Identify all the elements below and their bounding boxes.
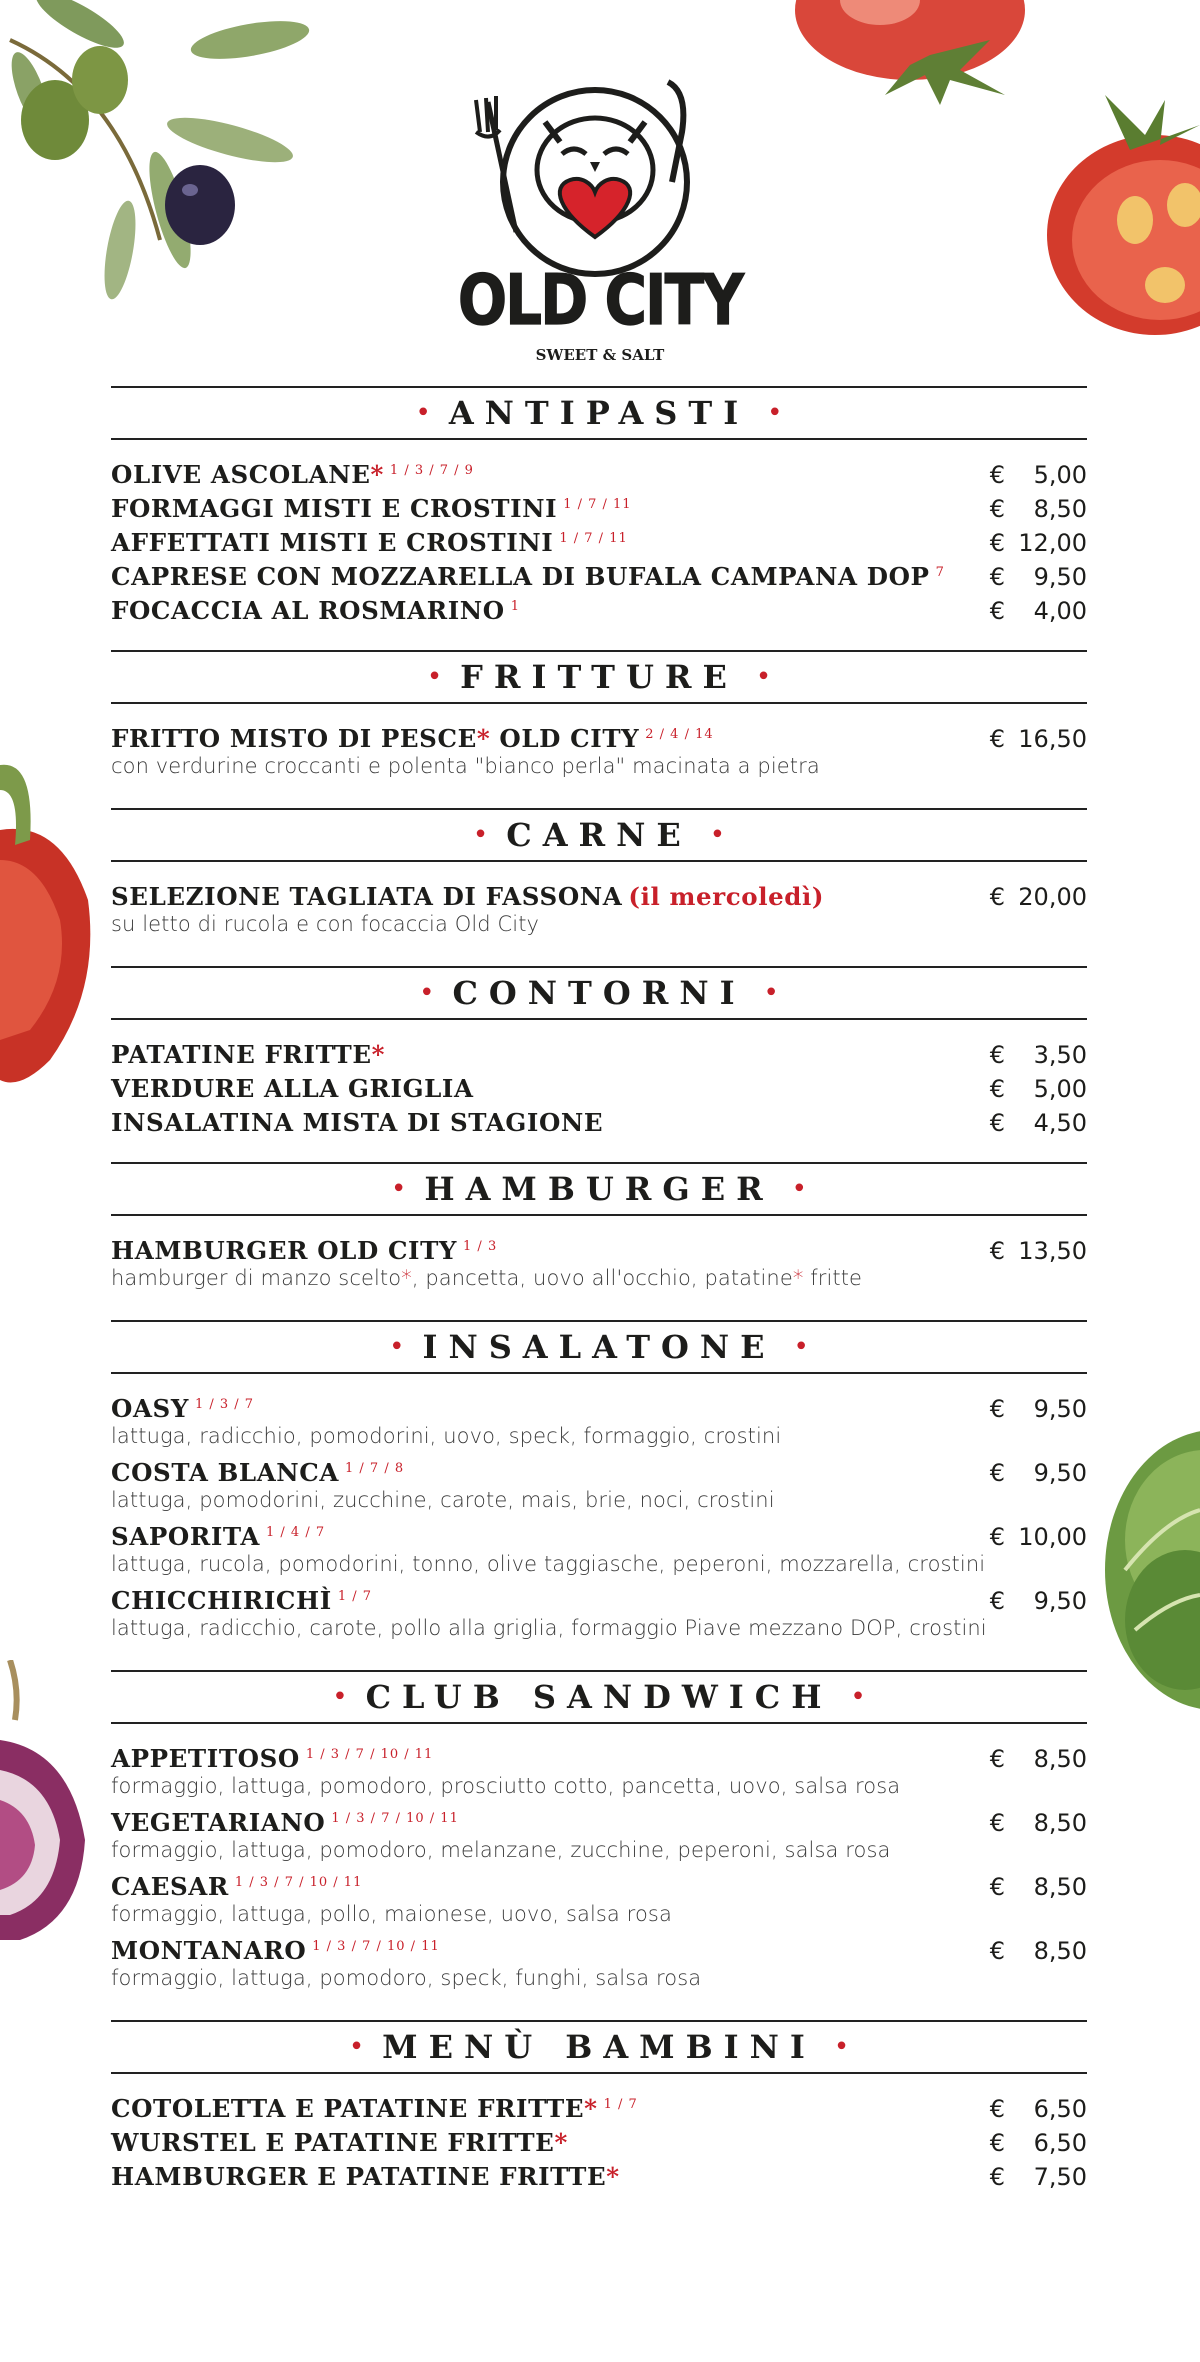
item-name: [111, 1872, 362, 1901]
item-price: [990, 1873, 1087, 1901]
item-price: [990, 2095, 1087, 2123]
allergens: 1 / 3 / 7 / 9: [389, 462, 474, 478]
currency: €: [989, 2163, 1005, 2191]
description-part: *: [401, 1266, 412, 1290]
item-description: formaggio, lattuga, pollo, maionese, uovo, salsa rosa: [111, 1902, 672, 1926]
allergens: 1 / 3 / 7: [194, 1396, 255, 1412]
price-amount: 8,50: [1033, 1873, 1087, 1901]
currency: €: [989, 529, 1005, 557]
item-price: [990, 1395, 1087, 1423]
menu-item: [111, 1744, 1087, 1808]
allergens: 7: [935, 564, 945, 580]
menu-item: [111, 1108, 1087, 1142]
bullet-dot-icon: •: [426, 662, 443, 692]
section-items: [111, 440, 1087, 650]
menu-item: [111, 1586, 1087, 1650]
section-items: [111, 1374, 1087, 1670]
bullet-dot-icon: •: [793, 1332, 809, 1362]
currency: €: [989, 563, 1005, 591]
section-header: [111, 1670, 1087, 1724]
frozen-mark: *: [554, 2128, 568, 2157]
item-name: [111, 494, 632, 523]
item-price: [990, 495, 1087, 523]
currency: €: [989, 1395, 1005, 1423]
item-price: [990, 1809, 1087, 1837]
item-price: [990, 2129, 1087, 2157]
price-amount: 9,50: [1033, 1395, 1087, 1423]
menu-item: [111, 494, 1087, 528]
menu-item: [111, 882, 1087, 946]
menu-item: [111, 2162, 1087, 2196]
item-title: OLIVE ASCOLANE: [111, 460, 371, 489]
allergens: 1 / 7 / 11: [559, 530, 628, 546]
currency: €: [989, 1109, 1005, 1137]
menu-item: [111, 1040, 1087, 1074]
menu-item: [111, 1872, 1087, 1936]
item-name: [111, 2162, 620, 2191]
price-amount: 8,50: [1033, 1745, 1087, 1773]
item-name: [111, 1458, 404, 1487]
currency: €: [989, 1745, 1005, 1773]
bullet-dot-icon: •: [767, 398, 783, 428]
allergens: 1 / 3 / 7 / 10 / 11: [312, 1938, 440, 1954]
currency: €: [989, 883, 1005, 911]
item-price: [990, 1937, 1087, 1965]
item-title: SELEZIONE TAGLIATA DI FASSONA: [111, 882, 623, 911]
item-price: [990, 883, 1087, 911]
frozen-mark: *: [370, 460, 384, 489]
allergens: 1 / 7: [603, 2096, 638, 2112]
frozen-mark: *: [606, 2162, 620, 2191]
item-title: AFFETTATI MISTI E CROSTINI: [111, 528, 554, 557]
allergens: 1: [510, 598, 520, 614]
item-description: lattuga, rucola, pomodorini, tonno, olive taggiasche, peperoni, mozzarella, crostini: [111, 1552, 986, 1576]
menu-section: [111, 650, 1087, 808]
menu-section: [111, 1320, 1087, 1670]
currency: €: [989, 1237, 1005, 1265]
description-part: , pancetta, uovo all'occhio, patatine: [411, 1266, 793, 1290]
bullet-dot-icon: •: [755, 662, 772, 692]
item-price: [990, 1075, 1087, 1103]
logo: [450, 62, 750, 364]
section-items: [111, 1724, 1087, 2020]
item-note: (il mercoledì): [628, 882, 825, 911]
item-row: [111, 1936, 1087, 1970]
section-title: CLUB SANDWICH: [365, 1678, 833, 1716]
menu-item: [111, 1808, 1087, 1872]
currency: €: [989, 1809, 1005, 1837]
price-amount: 9,50: [1033, 1459, 1087, 1487]
item-row: [111, 562, 1087, 596]
menu-item: [111, 596, 1087, 630]
section-header: [111, 650, 1087, 704]
menu-item: [111, 528, 1087, 562]
item-price: [990, 725, 1087, 753]
item-name: [111, 882, 824, 911]
item-row: [111, 1394, 1087, 1428]
item-title: VERDURE ALLA GRIGLIA: [111, 1074, 474, 1103]
item-name: [111, 2094, 638, 2123]
section-items: [111, 862, 1087, 966]
item-name: [111, 1744, 433, 1773]
price-amount: 6,50: [1033, 2095, 1087, 2123]
section-items: [111, 1020, 1087, 1162]
item-row: [111, 724, 1087, 758]
item-row: [111, 1872, 1087, 1906]
item-title: SAPORITA: [111, 1522, 260, 1551]
item-title: FOCACCIA AL ROSMARINO: [111, 596, 505, 625]
item-name: [111, 562, 945, 591]
section-title: INSALATONE: [422, 1328, 776, 1366]
item-name: [111, 1074, 474, 1103]
bullet-dot-icon: •: [415, 398, 431, 428]
description-part: *: [792, 1266, 804, 1290]
item-price: [990, 1237, 1087, 1265]
section-title: ANTIPASTI: [448, 394, 750, 432]
item-description: lattuga, radicchio, pomodorini, uovo, speck, formaggio, crostini: [111, 1424, 782, 1448]
allergens: 1 / 3: [463, 1238, 498, 1254]
item-row: [111, 1458, 1087, 1492]
item-price: [990, 461, 1087, 489]
tomato-half-icon: [1035, 95, 1200, 355]
item-name: [111, 528, 628, 557]
section-title: CARNE: [506, 816, 692, 854]
item-description: [111, 1266, 1087, 1300]
menu-item: [111, 1236, 1087, 1300]
bullet-dot-icon: •: [763, 978, 779, 1008]
section-items: [111, 704, 1087, 808]
item-title: HAMBURGER E PATATINE FRITTE: [111, 2162, 607, 2191]
item-name: [111, 724, 714, 753]
item-price: [990, 597, 1087, 625]
price-amount: 13,50: [1018, 1237, 1087, 1265]
currency: €: [989, 1041, 1005, 1069]
item-row: [111, 1108, 1087, 1142]
item-description: lattuga, radicchio, carote, pollo alla griglia, formaggio Piave mezzano DOP, crostini: [111, 1616, 987, 1640]
item-price: [990, 529, 1087, 557]
item-row: [111, 2162, 1087, 2196]
currency: €: [989, 1873, 1005, 1901]
item-row: [111, 1074, 1087, 1108]
allergens: 1 / 4 / 7: [266, 1524, 326, 1540]
menu-item: [111, 1522, 1087, 1586]
item-title: MONTANARO: [111, 1936, 307, 1965]
item-name: [111, 1394, 254, 1423]
tomato-icon: [790, 0, 1030, 110]
item-name: [111, 1522, 325, 1551]
price-amount: 9,50: [1033, 1587, 1087, 1615]
currency: €: [989, 1459, 1005, 1487]
price-amount: 7,50: [1033, 2163, 1087, 2191]
item-row: [111, 1236, 1087, 1270]
menu-section: [111, 808, 1087, 966]
item-price: [990, 1523, 1087, 1551]
section-header: [111, 1320, 1087, 1374]
item-name: [111, 596, 520, 625]
item-title-suffix: OLD CITY: [490, 724, 640, 753]
allergens: 1 / 3 / 7 / 10 / 11: [331, 1810, 459, 1826]
price-amount: 5,00: [1033, 1075, 1087, 1103]
cabbage-icon: [1095, 1420, 1200, 1730]
currency: €: [989, 461, 1005, 489]
item-row: [111, 1522, 1087, 1556]
currency: €: [989, 1523, 1005, 1551]
menu-section: [111, 966, 1087, 1162]
allergens: 1 / 7 / 11: [563, 496, 632, 512]
menu-item: [111, 1394, 1087, 1458]
bullet-dot-icon: •: [390, 1174, 407, 1204]
item-row: [111, 494, 1087, 528]
item-title: VEGETARIANO: [111, 1808, 326, 1837]
item-title: HAMBURGER OLD CITY: [111, 1236, 458, 1265]
currency: €: [989, 1075, 1005, 1103]
item-price: [990, 2163, 1087, 2191]
item-name: [111, 1236, 497, 1265]
price-amount: 8,50: [1033, 1937, 1087, 1965]
item-title: CHICCHIRICHÌ: [111, 1586, 332, 1615]
red-pepper-icon: [0, 760, 100, 1090]
price-amount: 4,50: [1033, 1109, 1087, 1137]
price-amount: 20,00: [1018, 883, 1087, 911]
item-row: [111, 2094, 1087, 2128]
item-name: [111, 1586, 372, 1615]
section-header: [111, 386, 1087, 440]
bullet-dot-icon: •: [389, 1332, 405, 1362]
price-amount: 12,00: [1018, 529, 1087, 557]
item-price: [990, 563, 1087, 591]
menu-item: [111, 2094, 1087, 2128]
item-description: formaggio, lattuga, pomodoro, melanzane, zucchine, peperoni, salsa rosa: [111, 1838, 891, 1862]
olive-branch-icon: [0, 0, 320, 320]
item-name: [111, 1108, 603, 1137]
allergens: 1 / 7: [337, 1588, 373, 1604]
price-amount: 10,00: [1018, 1523, 1087, 1551]
item-description: con verdurine croccanti e polenta "bianco perla" macinata a pietra: [111, 754, 820, 778]
item-title: CAPRESE CON MOZZARELLA DI BUFALA CAMPANA DOP: [111, 562, 930, 591]
bullet-dot-icon: •: [791, 1174, 808, 1204]
menu-section: [111, 2020, 1087, 2216]
item-title: FRITTO MISTO DI PESCE: [111, 724, 477, 753]
bullet-dot-icon: •: [332, 1682, 348, 1712]
frozen-mark: *: [584, 2094, 598, 2123]
section-header: [111, 1162, 1087, 1216]
menu-item: [111, 1074, 1087, 1108]
bullet-dot-icon: •: [833, 2032, 850, 2062]
menu-section: [111, 1670, 1087, 2020]
item-price: [990, 1459, 1087, 1487]
item-description: su letto di rucola e con focaccia Old City: [111, 912, 540, 936]
item-row: [111, 460, 1087, 494]
allergens: 1 / 3 / 7 / 10 / 11: [234, 1874, 363, 1890]
item-title: INSALATINA MISTA DI STAGIONE: [111, 1108, 604, 1137]
menu-section: [111, 386, 1087, 650]
item-name: [111, 2128, 568, 2157]
item-title: APPETITOSO: [111, 1744, 300, 1773]
menu-item: [111, 2128, 1087, 2162]
item-title: FORMAGGI MISTI E CROSTINI: [111, 494, 558, 523]
price-amount: 16,50: [1018, 725, 1087, 753]
menu-section: [111, 1162, 1087, 1320]
item-row: [111, 1040, 1087, 1074]
item-row: [111, 882, 1087, 916]
item-row: [111, 528, 1087, 562]
currency: €: [989, 725, 1005, 753]
currency: €: [989, 495, 1005, 523]
item-description: lattuga, pomodorini, zucchine, carote, mais, brie, noci, crostini: [111, 1488, 775, 1512]
currency: €: [989, 2129, 1005, 2157]
menu-item: [111, 562, 1087, 596]
section-header: [111, 2020, 1087, 2074]
item-row: [111, 1586, 1087, 1620]
item-title: COSTA BLANCA: [111, 1458, 340, 1487]
item-row: [111, 1808, 1087, 1842]
bullet-dot-icon: •: [709, 820, 726, 850]
currency: €: [989, 2095, 1005, 2123]
item-title: OASY: [111, 1394, 189, 1423]
frozen-mark: *: [476, 724, 491, 753]
item-row: [111, 596, 1087, 630]
price-amount: 6,50: [1033, 2129, 1087, 2157]
item-title: PATATINE FRITTE: [111, 1040, 372, 1069]
section-header: [111, 966, 1087, 1020]
price-amount: 4,00: [1033, 597, 1087, 625]
section-title: CONTORNI: [452, 974, 746, 1012]
brand-tagline: SWEET & SALT: [535, 346, 665, 364]
item-price: [990, 1109, 1087, 1137]
item-name: [111, 1808, 459, 1837]
currency: €: [989, 1587, 1005, 1615]
item-name: [111, 1040, 385, 1069]
item-price: [990, 1745, 1087, 1773]
frozen-mark: *: [371, 1040, 386, 1069]
item-description: formaggio, lattuga, pomodoro, speck, funghi, salsa rosa: [111, 1966, 702, 1990]
menu-item: [111, 1458, 1087, 1522]
section-title: MENÙ BAMBINI: [382, 2028, 816, 2066]
price-amount: 8,50: [1033, 495, 1087, 523]
item-name: [111, 460, 474, 489]
item-description: formaggio, lattuga, pomodoro, prosciutto cotto, pancetta, uovo, salsa rosa: [111, 1774, 901, 1798]
section-items: [111, 1216, 1087, 1320]
section-title: FRITTURE: [460, 658, 738, 696]
bullet-dot-icon: •: [850, 1682, 866, 1712]
red-onion-icon: [0, 1660, 95, 1950]
price-amount: 9,50: [1033, 563, 1087, 591]
allergens: 1 / 3 / 7 / 10 / 11: [305, 1746, 434, 1762]
menu-item: [111, 460, 1087, 494]
brand-name: OLD CITY: [457, 259, 743, 341]
item-title: COTOLETTA E PATATINE FRITTE: [111, 2094, 585, 2123]
currency: €: [989, 1937, 1005, 1965]
bullet-dot-icon: •: [472, 820, 489, 850]
item-price: [990, 1587, 1087, 1615]
item-name: [111, 1936, 440, 1965]
allergens: 1 / 7 / 8: [345, 1460, 405, 1476]
item-title: CAESAR: [111, 1872, 229, 1901]
menu-item: [111, 724, 1087, 788]
section-header: [111, 808, 1087, 862]
item-row: [111, 2128, 1087, 2162]
description-part: hamburger di manzo scelto: [111, 1266, 402, 1290]
bullet-dot-icon: •: [348, 2032, 365, 2062]
price-amount: 5,00: [1033, 461, 1087, 489]
bullet-dot-icon: •: [419, 978, 435, 1008]
price-amount: 3,50: [1033, 1041, 1087, 1069]
description-part: fritte: [803, 1266, 863, 1290]
item-price: [990, 1041, 1087, 1069]
section-title: HAMBURGER: [424, 1170, 774, 1208]
item-title: WURSTEL E PATATINE FRITTE: [111, 2128, 555, 2157]
section-items: [111, 2074, 1087, 2216]
item-row: [111, 1744, 1087, 1778]
allergens: 2 / 4 / 14: [645, 726, 714, 742]
menu-item: [111, 1936, 1087, 2000]
currency: €: [989, 597, 1005, 625]
menu: [111, 386, 1087, 2216]
price-amount: 8,50: [1033, 1809, 1087, 1837]
